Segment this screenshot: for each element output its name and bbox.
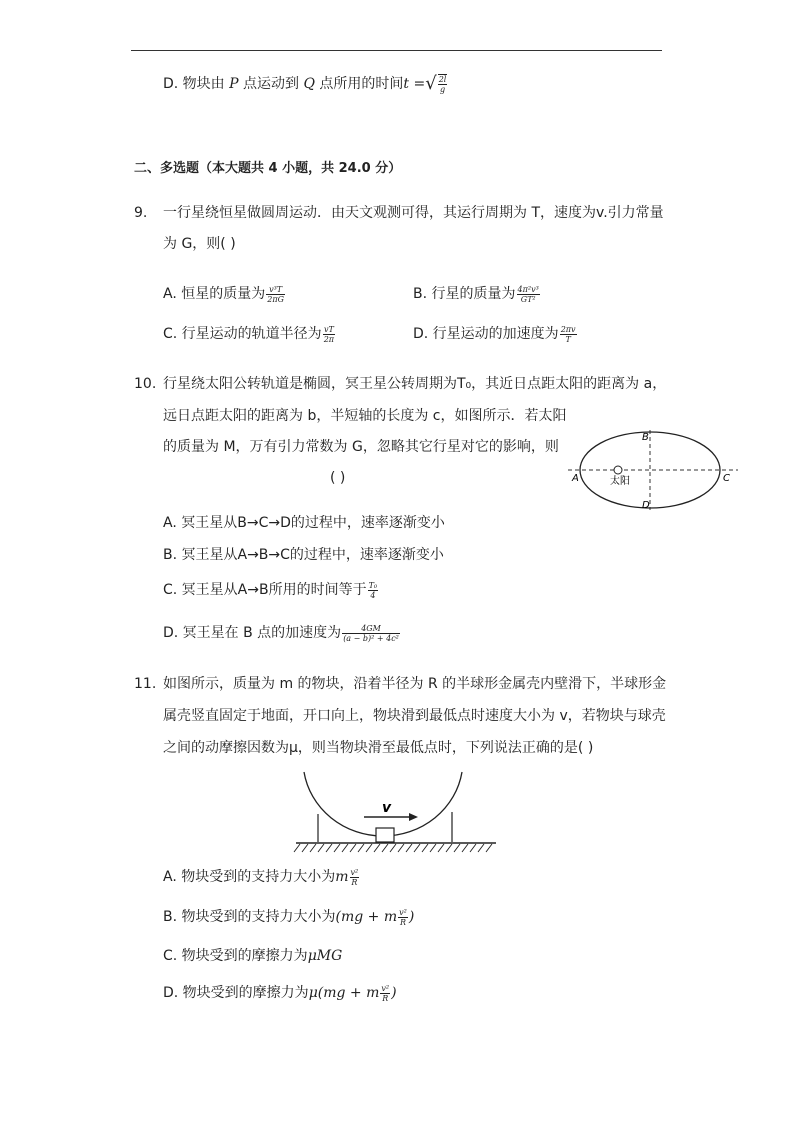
q11-option-d[interactable] [163, 983, 397, 1003]
option-label: B. 行星的质量为 [413, 286, 516, 302]
point-p: P [229, 76, 239, 92]
q10-option-a[interactable]: A. 冥王星从B→C→D的过程中，速率逐渐变小 [163, 515, 445, 531]
q10-number: 10. [134, 376, 157, 392]
q10-option-b[interactable]: B. 冥王星从A→B→C的过程中，速率逐渐变小 [163, 547, 444, 563]
formula-fraction [560, 325, 577, 344]
q9-number: 9. [134, 205, 148, 221]
frac-den: g [439, 85, 446, 94]
formula-lhs: t = [403, 76, 426, 92]
q11-line3: 之间的动摩擦因数为μ，则当物块滑至最低点时，下列说法正确的是( ) [163, 740, 594, 756]
ellipse-orbit-figure [566, 422, 741, 514]
option-label: D. 行星运动的加速度为 [413, 326, 559, 342]
block [376, 828, 394, 842]
frac-num: T₀ [368, 580, 378, 590]
frac-den: R [351, 877, 358, 887]
sun-dot [614, 466, 622, 474]
velocity-label: v [382, 800, 392, 816]
formula-pre: μ(mg + m [308, 985, 380, 1001]
frac-num: v² [399, 907, 407, 917]
formula-fraction [342, 624, 400, 643]
frac-den: 4 [370, 590, 376, 600]
header-rule [131, 50, 662, 51]
option-label: C. 冥王星从A→B所用的时间等于 [163, 582, 367, 598]
q11-line1: 如图所示，质量为 m 的物块，沿着半径为 R 的半球形金属壳内壁滑下，半球形金 [163, 676, 667, 692]
frac-den: 2πG [267, 294, 284, 304]
q11-number: 11. [134, 676, 157, 692]
point-q: Q [303, 76, 315, 92]
sun-label: 太阳 [610, 476, 630, 487]
option-label: C. 物块受到的摩擦力为 [163, 948, 308, 964]
formula-fraction [266, 285, 285, 304]
q11-line2: 属壳竖直固定于地面，开口向上，物块滑到最低点时速度大小为 v，若物块与球壳 [163, 708, 666, 724]
frac-den: T [565, 334, 571, 344]
velocity-arrow-head [409, 813, 418, 821]
option-label: C. 行星运动的轨道半径为 [163, 326, 322, 342]
option-label: B. 物块受到的支持力大小为 [163, 909, 336, 925]
option-label: D. 冥王星在 B 点的加速度为 [163, 625, 342, 641]
sqrt-fraction [438, 74, 448, 94]
frac-num: 4π²v³ [517, 284, 539, 294]
frac-den: 2π [323, 334, 335, 344]
q11-option-c[interactable] [163, 946, 342, 966]
frac-den: (a − b)² + 4c² [343, 633, 399, 643]
option-text-suffix: 点所用的时间 [314, 76, 404, 92]
q9-option-d[interactable] [413, 324, 578, 344]
q9-line1: 一行星绕恒星做圆周运动．由天文观测可得，其运行周期为 T，速度为v.引力常量 [163, 205, 664, 221]
ground-hatching [294, 844, 492, 852]
frac-num: v² [381, 983, 390, 993]
q10-line1: 行星绕太阳公转轨道是椭圆，冥王星公转周期为T₀，其近日点距太阳的距离为 a， [163, 376, 667, 392]
point-b-label: B [642, 432, 649, 443]
q9-option-a[interactable] [163, 284, 286, 304]
formula-fraction [398, 908, 408, 927]
formula-fraction [323, 325, 335, 344]
option-label: A. 物块受到的支持力大小为 [163, 869, 336, 885]
option-text: D. 物块由 [163, 76, 230, 92]
q11-option-a[interactable] [163, 867, 360, 887]
frac-num: 2l [438, 75, 447, 84]
q9-option-b[interactable] [413, 284, 541, 304]
formula-fraction [368, 581, 379, 600]
point-d-label: D [642, 500, 650, 511]
formula-expr: μMG [307, 948, 343, 964]
formula-post: ) [408, 909, 415, 925]
q10-option-c[interactable] [163, 580, 379, 600]
q10-option-d[interactable] [163, 623, 401, 643]
q9-option-c[interactable] [163, 324, 336, 344]
formula-fraction [350, 868, 360, 887]
point-a-label: A [572, 473, 579, 484]
formula-post: ) [391, 985, 397, 1001]
formula-pre: (mg + m [335, 909, 398, 925]
option-label: A. 恒星的质量为 [163, 286, 266, 302]
frac-den: R [399, 917, 406, 927]
section-title: 二、多选题（本大题共 4 小题，共 24.0 分） [134, 161, 402, 176]
sqrt-symbol: √ [425, 73, 437, 94]
formula-fraction [517, 285, 540, 304]
prev-option-d [163, 74, 448, 94]
option-label: D. 物块受到的摩擦力为 [163, 985, 309, 1001]
q10-bracket: ( ) [330, 470, 346, 486]
frac-num: vT [323, 324, 334, 334]
point-c-label: C [723, 473, 730, 484]
frac-den: GT² [520, 294, 536, 304]
frac-num: v² [350, 867, 359, 877]
q11-option-b[interactable] [163, 907, 414, 927]
q10-line3: 的质量为 M，万有引力常数为 G，忽略其它行星对它的影响，则 [163, 439, 559, 455]
formula-pre: m [335, 869, 349, 885]
frac-num: 4GM [342, 624, 400, 634]
frac-num: 2πv [560, 324, 576, 334]
frac-den: R [382, 993, 389, 1003]
formula-fraction [380, 984, 390, 1003]
q9-line2: 为 G，则( ) [163, 236, 236, 252]
option-text-mid: 点运动到 [238, 76, 304, 92]
q10-line2: 远日点距太阳的距离为 b，半短轴的长度为 c，如图所示．若太阳 [163, 408, 567, 424]
frac-num: v³T [266, 285, 285, 295]
hemisphere-shell-figure [292, 770, 498, 856]
